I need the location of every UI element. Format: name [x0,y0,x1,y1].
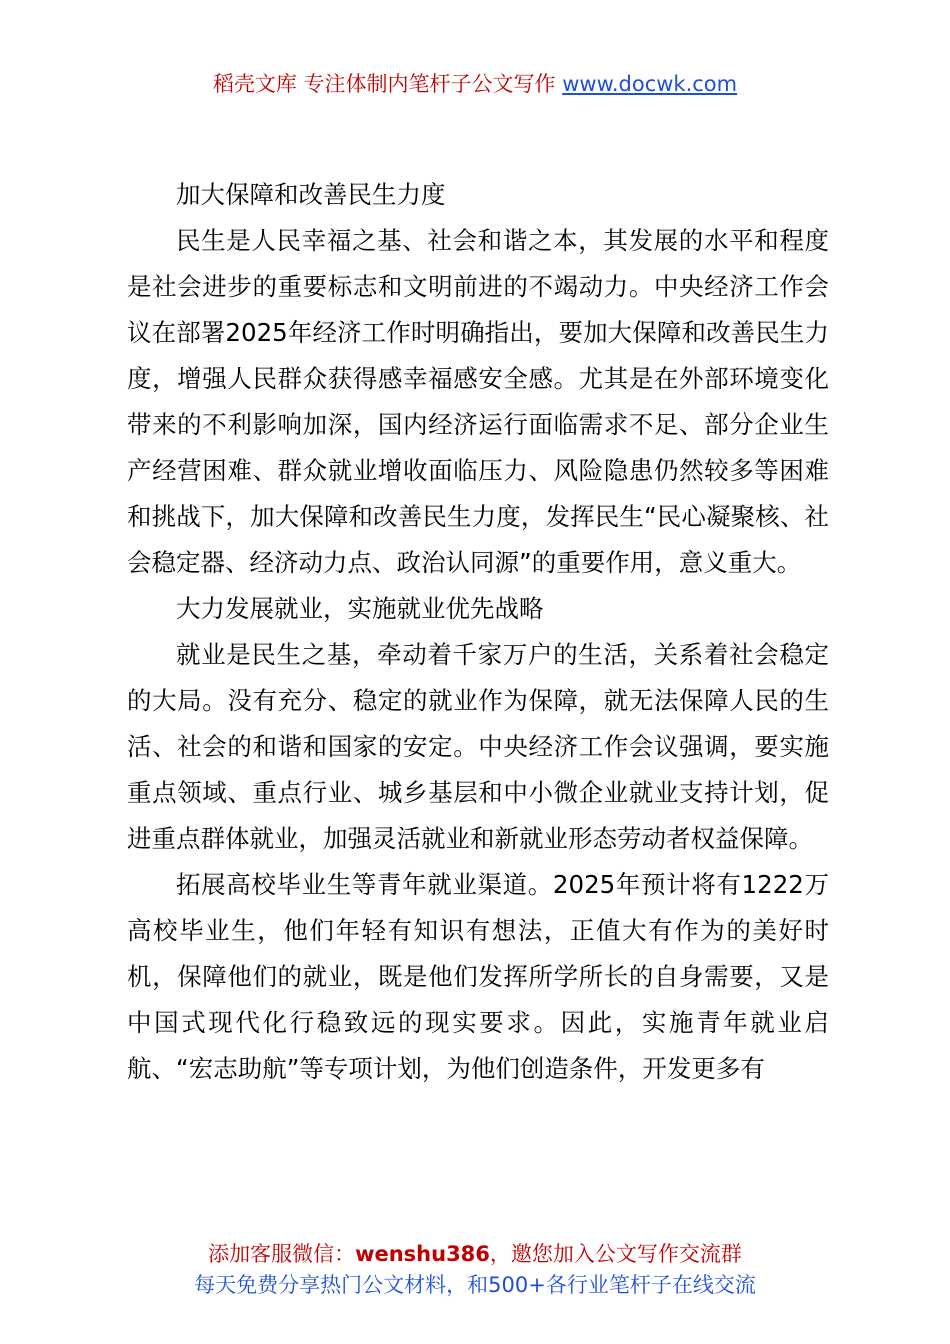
heading-livelihood: 加大保障和改善民生力度 [176,180,446,209]
footer-line1-suffix: ，邀您加入公文写作交流群 [489,1242,742,1266]
paragraph-employment: 就业是民生之基，牵动着千家万户的生活，关系着社会稳定的大局。没有充分、稳定的就业作为保障，就无法保障人民的生活、社会的和谐和国家的安定。中央经济工作会议强调，要实施重点领域、重点行业、城乡基层和中小微企业就业支持计划，促进重点群体就业，加强灵活就业和新就业形态劳动者权益保障。 [127,640,829,853]
heading-employment: 大力发展就业，实施就业优先战略 [176,594,544,623]
paragraph-livelihood: 民生是人民幸福之基、社会和谐之本，其发展的水平和程度是社会进步的重要标志和文明前进的不竭动力。中央经济工作会议在部署2025年经济工作时明确指出，要加大保障和改善民生力度，增强人民群众获得感幸福感安全感。尤其是在外部环境变化带来的不利影响加深，国内经济运行面临需求不足、部分企业生产经营困难、群众就业增收面临压力、风险隐患仍然较多等困难和挑战下，加大保障和改善民生力度，发挥民生“民心凝聚核、社会稳定器、经济动力点、政治认同源”的重要作用，意义重大。 [127,226,829,577]
page-header [0,68,950,100]
paragraph-graduates: 拓展高校毕业生等青年就业渠道。2025年预计将有1222万高校毕业生，他们年轻有知识有想法，正值大有作为的美好时机，保障他们的就业，既是他们发挥所学所长的自身需要，又是中国式现代化行稳致远的现实要求。因此，实施青年就业启航、“宏志助航”等专项计划，为他们创造条件，开发更多有 [127,870,829,1083]
header-url-link[interactable]: www.docwk.com [562,72,738,96]
header-brand-text: 稻壳文库 专注体制内笔杆子公文写作 [212,72,556,96]
footer-wechat-line [0,1239,950,1270]
footer-share-line: 每天免费分享热门公文材料，和500+各行业笔杆子在线交流 [194,1273,756,1297]
footer-line1-prefix: 添加客服微信： [208,1242,356,1266]
page-footer [0,1239,950,1301]
document-body [127,172,829,1092]
wechat-id: wenshu386 [355,1242,490,1266]
